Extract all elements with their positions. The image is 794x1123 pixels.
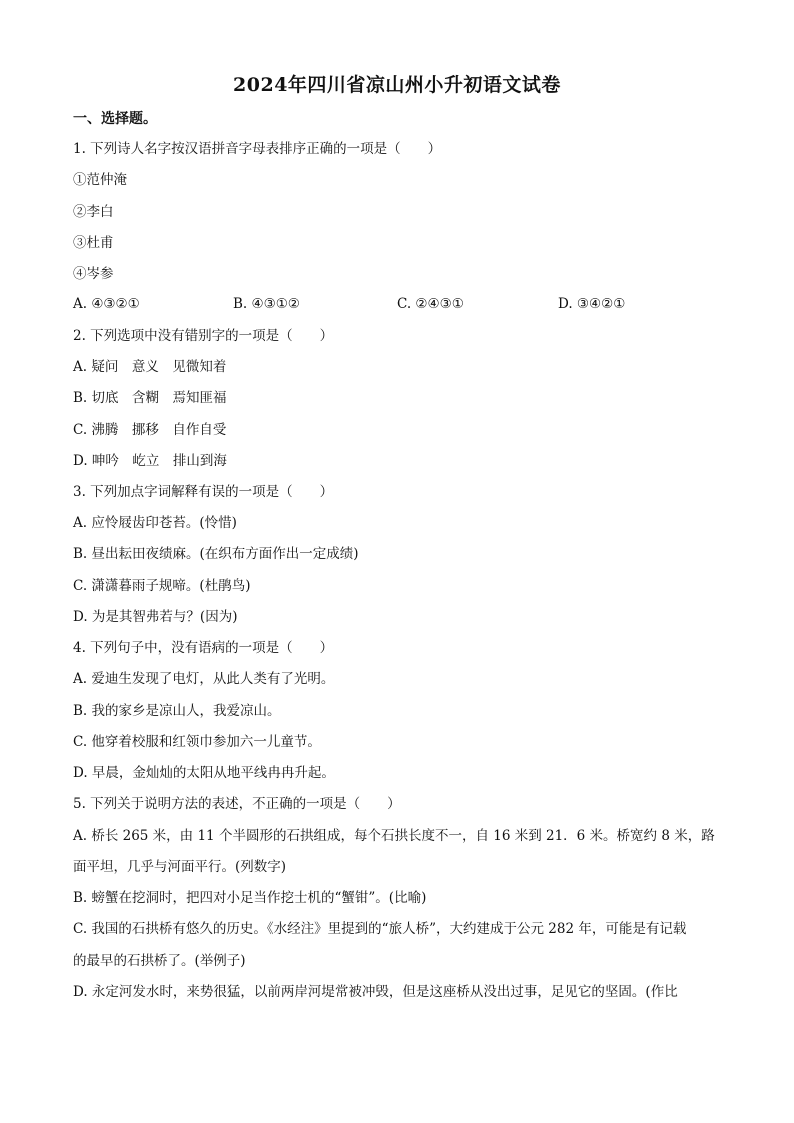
question-4-option-c: C. 他穿着校服和红领巾参加六一儿童节。 [73,734,321,750]
question-4-option-a: A. 爱迪生发现了电灯，从此人类有了光明。 [73,671,335,687]
question-2-option-b: B. 切底 含糊 焉知匪福 [73,390,227,406]
question-1-options [73,296,713,314]
question-1-item-2: ②李白 [73,204,114,220]
question-3-stem: 3. 下列加点字词解释有误的一项是（ ） [73,484,334,500]
section-heading-choice: 一、选择题。 [73,111,157,127]
question-5-option-a-continued: 面平坦，几乎与河面平行。(列数字) [73,859,287,875]
question-1-item-1: ①范仲淹 [73,172,127,188]
question-1-option-d: D. ③④②① [558,296,626,312]
question-2-stem: 2. 下列选项中没有错别字的一项是（ ） [73,328,334,344]
question-1-option-c: C. ②④③① [397,296,464,312]
question-4-option-d: D. 早晨，金灿灿的太阳从地平线冉冉升起。 [73,765,335,781]
question-3-option-c: C. 潇潇暮雨子规啼。(杜鹃鸟) [73,578,251,594]
question-5-option-b: B. 螃蟹在挖洞时，把四对小足当作挖士机的“蟹钳”。(比喻) [73,890,427,906]
question-1-item-3: ③杜甫 [73,235,114,251]
question-3-option-b: B. 昼出耘田夜绩麻。(在织布方面作出一定成绩) [73,546,359,562]
question-1-item-4: ④岑参 [73,266,114,282]
exam-title: 2024年四川省凉山州小升初语文试卷 [233,74,561,96]
question-2-option-d: D. 呻吟 屹立 排山到海 [73,453,227,469]
question-5-option-a: A. 桥长 265 米，由 11 个半圆形的石拱组成，每个石拱长度不一，自 16 米到 21．6 米。桥宽约 8 米，路 [73,828,715,844]
question-5-option-d: D. 永定河发水时，来势很猛，以前两岸河堤常被冲毁，但是这座桥从没出过事，足见它的坚固。(作比 [73,984,678,1000]
question-2-option-c: C. 沸腾 挪移 自作自受 [73,422,227,438]
question-5-stem: 5. 下列关于说明方法的表述，不正确的一项是（ ） [73,796,401,812]
question-5-option-c: C. 我国的石拱桥有悠久的历史。《水经注》里提到的“旅人桥”，大约建成于公元 282 年，可能是有记载 [73,921,687,937]
question-5-option-c-continued: 的最早的石拱桥了。(举例子) [73,953,246,969]
question-3-option-d: D. 为是其智弗若与？(因为) [73,609,238,625]
question-1-option-b: B. ④③①② [233,296,300,312]
question-2-option-a: A. 疑问 意义 见微知着 [73,359,227,375]
question-3-option-a: A. 应怜屐齿印苍苔。(怜惜) [73,515,237,531]
question-1-option-a: A. ④③②① [73,296,140,312]
question-1-stem: 1. 下列诗人名字按汉语拼音字母表排序正确的一项是（ ） [73,141,442,157]
question-4-option-b: B. 我的家乡是凉山人，我爱凉山。 [73,703,281,719]
question-4-stem: 4. 下列句子中，没有语病的一项是（ ） [73,640,334,656]
